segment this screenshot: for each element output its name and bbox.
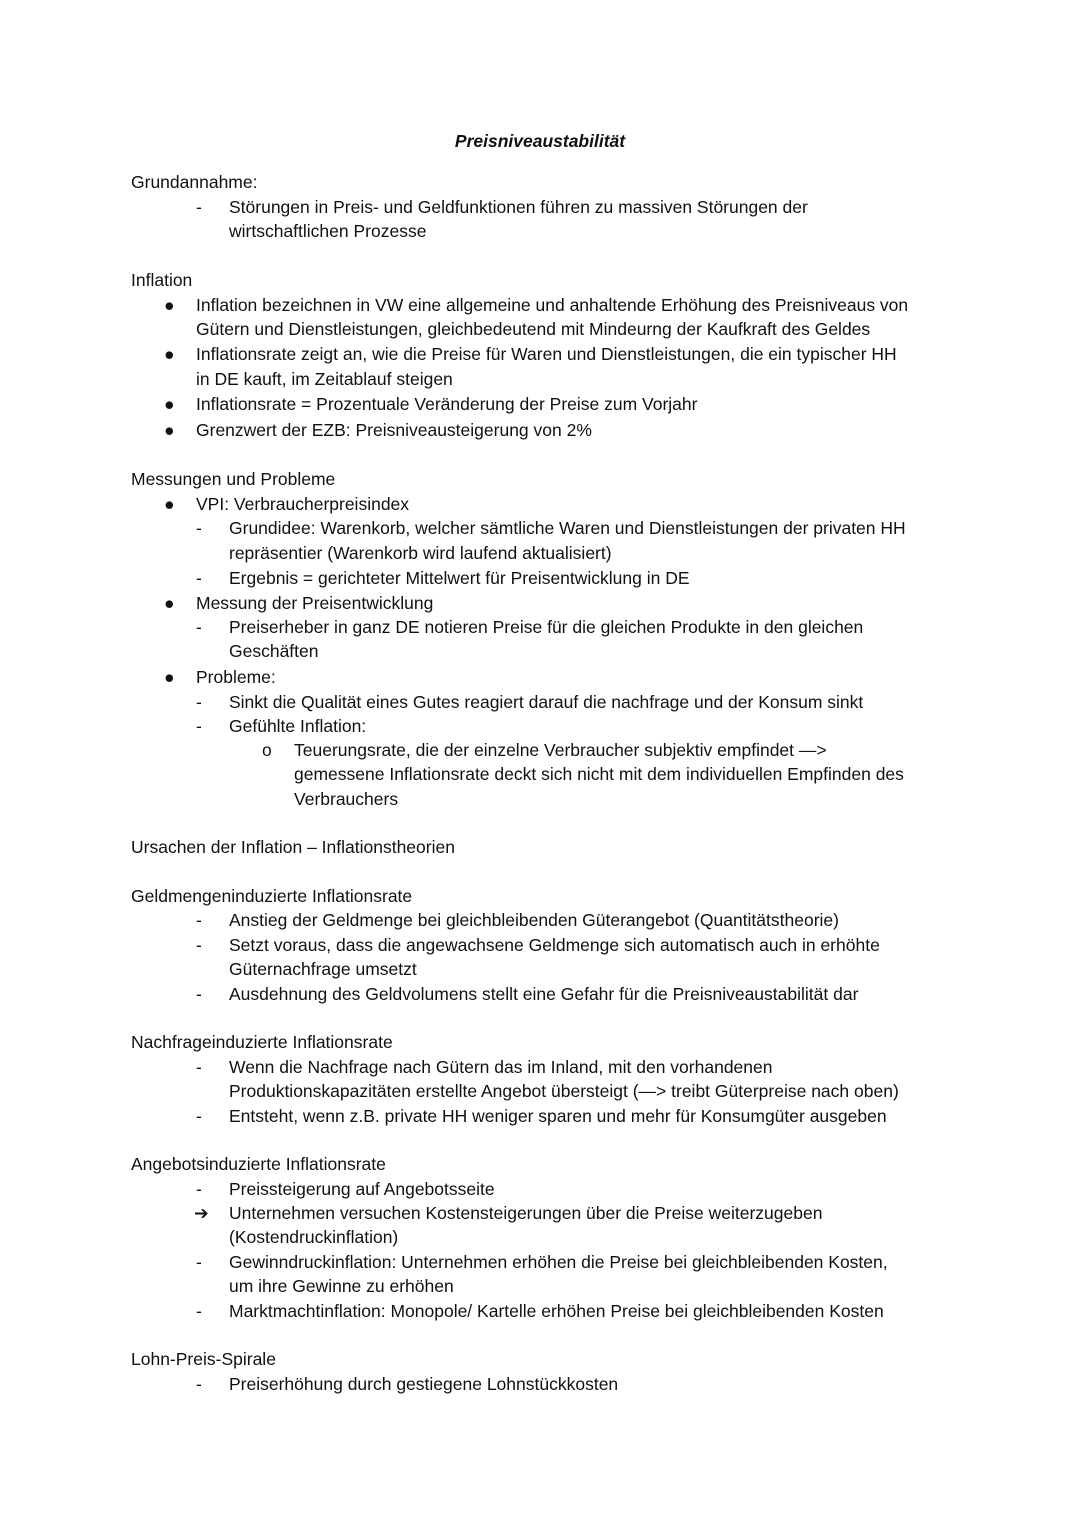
lohn-dash-line: Preiserhöhung durch gestiegene Lohnstückkosten (229, 1374, 619, 1394)
dash-marker: - (196, 1057, 202, 1077)
angebot-arrow-line: Unternehmen versuchen Kostensteigerungen über die Preise weiterzugeben (229, 1203, 823, 1223)
grundannahme-item-line: wirtschaftlichen Prozesse (229, 221, 427, 241)
inflation-bullet-line: in DE kauft, im Zeitablauf steigen (196, 369, 453, 389)
messungen-sub-line: gemessene Inflationsrate deckt sich nicht mit dem individuellen Empfinden des (294, 764, 904, 784)
dash-marker: - (196, 568, 202, 588)
dash-marker: - (196, 935, 202, 955)
section-heading-lohn: Lohn-Preis-Spirale (131, 1349, 276, 1369)
messungen-dash-line: Sinkt die Qualität eines Gutes reagiert darauf die nachfrage und der Konsum sinkt (229, 692, 864, 712)
messungen-bullet-line: Probleme: (196, 667, 276, 687)
angebot-dash-line: um ihre Gewinne zu erhöhen (229, 1276, 454, 1296)
dash-marker: - (196, 910, 202, 930)
nachfrage-dash-line: Produktionskapazitäten erstellte Angebot übersteigt (—> treibt Güterpreise nach oben) (229, 1081, 899, 1101)
messungen-bullet-line: Messung der Preisentwicklung (196, 593, 434, 613)
dash-marker: - (196, 716, 202, 736)
angebot-dash-line: Marktmachtinflation: Monopole/ Kartelle erhöhen Preise bei gleichbleibenden Kosten (229, 1301, 884, 1321)
bullet-icon: ● (164, 295, 175, 315)
dash-marker: - (196, 518, 202, 538)
dash-marker: - (196, 984, 202, 1004)
geldmenge-dash-line: Anstieg der Geldmenge bei gleichbleibenden Güterangebot (Quantitätstheorie) (229, 910, 839, 930)
nachfrage-dash-line: Wenn die Nachfrage nach Gütern das im Inland, mit den vorhandenen (229, 1057, 773, 1077)
bullet-icon: ● (164, 667, 175, 687)
bullet-icon: ● (164, 394, 175, 414)
section-heading-grundannahme: Grundannahme: (131, 172, 258, 192)
circle-bullet-icon: o (262, 740, 272, 760)
messungen-dash-line: Ergebnis = gerichteter Mittelwert für Preisentwicklung in DE (229, 568, 690, 588)
dash-marker: - (196, 197, 202, 217)
messungen-sub-line: Teuerungsrate, die der einzelne Verbraucher subjektiv empfindet —> (294, 740, 827, 760)
geldmenge-dash-line: Ausdehnung des Geldvolumens stellt eine Gefahr für die Preisniveaustabilität dar (229, 984, 859, 1004)
messungen-sub-line: Verbrauchers (294, 789, 399, 809)
page-title: Preisniveaustabilität (454, 131, 626, 151)
bullet-icon: ● (164, 593, 175, 613)
nachfrage-dash-line: Entsteht, wenn z.B. private HH weniger sparen und mehr für Konsumgüter ausgeben (229, 1106, 887, 1126)
dash-marker: - (196, 1106, 202, 1126)
messungen-dash-line: Preiserheber in ganz DE notieren Preise für die gleichen Produkte in den gleichen (229, 617, 864, 637)
arrow-right-icon: ➔ (194, 1203, 209, 1223)
dash-marker: - (196, 692, 202, 712)
section-heading-inflation: Inflation (131, 270, 193, 290)
angebot-dash-line: Preissteigerung auf Angebotsseite (229, 1179, 495, 1199)
section-heading-angebot: Angebotsinduzierte Inflationsrate (131, 1154, 386, 1174)
section-heading-messungen: Messungen und Probleme (131, 469, 336, 489)
dash-marker: - (196, 1179, 202, 1199)
inflation-bullet-line: Inflationsrate = Prozentuale Veränderung der Preise zum Vorjahr (196, 394, 698, 414)
section-heading-nachfrage: Nachfrageinduzierte Inflationsrate (131, 1032, 393, 1052)
inflation-bullet-line: Grenzwert der EZB: Preisniveausteigerung von 2% (196, 420, 592, 440)
section-heading-geldmenge: Geldmengeninduzierte Inflationsrate (131, 886, 413, 906)
section-heading-ursachen: Ursachen der Inflation – Inflationstheorien (131, 837, 455, 857)
angebot-arrow-line: (Kostendruckinflation) (229, 1227, 399, 1247)
messungen-bullet-line: VPI: Verbraucherpreisindex (196, 494, 410, 514)
angebot-dash-line: Gewinndruckinflation: Unternehmen erhöhen die Preise bei gleichbleibenden Kosten, (229, 1252, 888, 1272)
inflation-bullet-line: Inflationsrate zeigt an, wie die Preise für Waren und Dienstleistungen, die ein typischer HH (196, 344, 897, 364)
bullet-icon: ● (164, 344, 175, 364)
dash-marker: - (196, 1374, 202, 1394)
messungen-dash-line: Grundidee: Warenkorb, welcher sämtliche Waren und Dienstleistungen der privaten HH (229, 518, 906, 538)
dash-marker: - (196, 617, 202, 637)
bullet-icon: ● (164, 494, 175, 514)
geldmenge-dash-line: Setzt voraus, dass die angewachsene Geldmenge sich automatisch auch in erhöhte (229, 935, 880, 955)
messungen-dash-line: repräsentier (Warenkorb wird laufend aktualisiert) (229, 543, 612, 563)
dash-marker: - (196, 1301, 202, 1321)
bullet-icon: ● (164, 420, 175, 440)
geldmenge-dash-line: Güternachfrage umsetzt (229, 959, 417, 979)
messungen-dash-line: Geschäften (229, 641, 319, 661)
inflation-bullet-line: Inflation bezeichnen in VW eine allgemeine und anhaltende Erhöhung des Preisniveaus von (196, 295, 909, 315)
inflation-bullet-line: Gütern und Dienstleistungen, gleichbedeutend mit Mindeurng der Kaufkraft des Geldes (196, 319, 871, 339)
grundannahme-item-line: Störungen in Preis- und Geldfunktionen führen zu massiven Störungen der (229, 197, 808, 217)
dash-marker: - (196, 1252, 202, 1272)
messungen-dash-line: Gefühlte Inflation: (229, 716, 367, 736)
